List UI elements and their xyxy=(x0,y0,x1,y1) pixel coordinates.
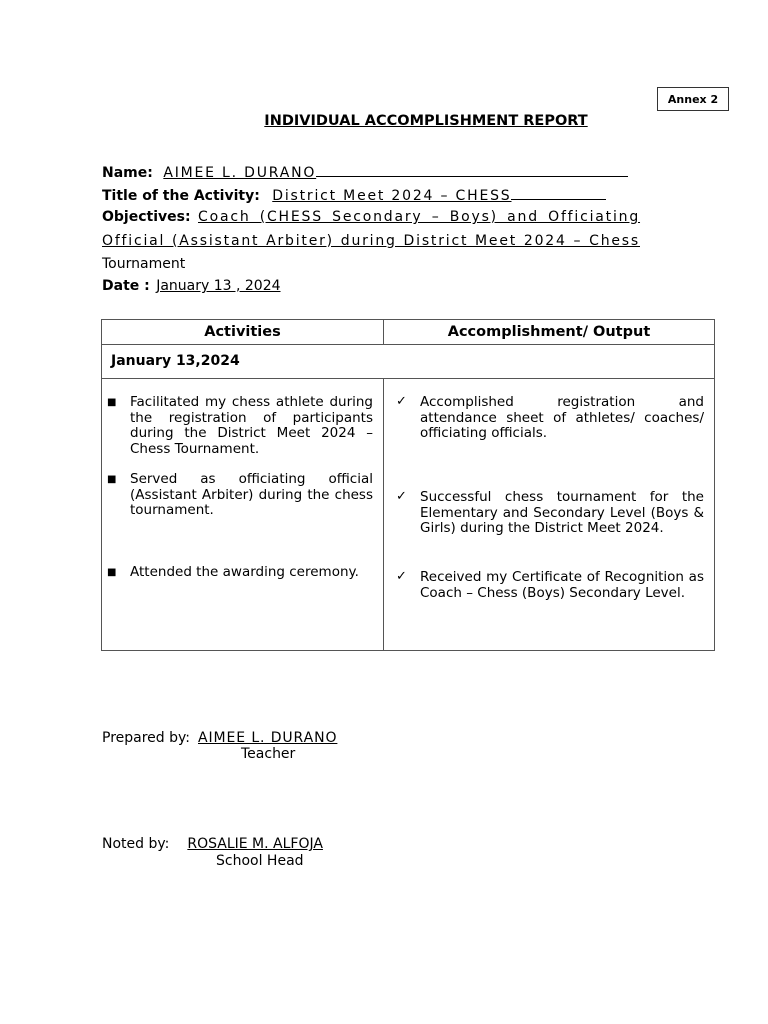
header-accomplishment: Accomplishment/ Output xyxy=(384,320,715,345)
table-date-row: January 13,2024 xyxy=(102,345,715,379)
output-item: Received my Certificate of Recognition as Coach – Chess (Boys) Secondary Level. xyxy=(420,569,704,601)
prepared-name: AIMEE L. DURANO xyxy=(198,730,338,746)
objectives-suffix: Tournament xyxy=(102,256,186,272)
prepared-role: Teacher xyxy=(241,746,296,762)
noted-role: School Head xyxy=(216,853,304,869)
objectives-field xyxy=(102,206,640,277)
annex-label: Annex 2 xyxy=(657,87,729,111)
date-value: January 13 , 2024 xyxy=(156,278,281,294)
objectives-label: Objectives: xyxy=(102,209,191,225)
bullet-icon: ■ xyxy=(107,474,117,485)
activity-item: Attended the awarding ceremony. xyxy=(130,564,359,580)
bullet-icon: ■ xyxy=(107,567,117,578)
report-title: INDIVIDUAL ACCOMPLISHMENT REPORT xyxy=(264,113,588,129)
output-item: Successful chess tournament for the Elementary and Secondary Level (Boys & Girls) during the District Meet 2024. xyxy=(420,489,704,536)
prepared-by xyxy=(102,730,337,746)
activity-label: Title of the Activity: xyxy=(102,188,260,204)
checkmark-icon: ✓ xyxy=(396,569,407,584)
activity-field xyxy=(102,185,606,204)
name-label: Name: xyxy=(102,165,153,181)
name-underline xyxy=(316,162,628,177)
objectives-value: Coach (CHESS Secondary – Boys) and Officiating Official (Assistant Arbiter) during District Meet 2024 – Chess xyxy=(102,209,641,249)
activity-item: Facilitated my chess athlete during the registration of participants during the District Meet 2024 – Chess Tournament. xyxy=(130,394,373,457)
activity-underline xyxy=(511,185,606,200)
noted-name: ROSALIE M. ALFOJA xyxy=(187,836,323,852)
bullet-icon: ■ xyxy=(107,397,117,408)
prepared-label: Prepared by: xyxy=(102,730,190,746)
header-activities: Activities xyxy=(102,320,384,345)
checkmark-icon: ✓ xyxy=(396,489,407,504)
date-field xyxy=(102,278,281,294)
checkmark-icon: ✓ xyxy=(396,394,407,409)
noted-label: Noted by: xyxy=(102,836,170,852)
output-item: Accomplished registration and attendance sheet of athletes/ coaches/ officiating officials. xyxy=(420,394,704,441)
activities-cell xyxy=(102,379,384,651)
name-field xyxy=(102,162,628,181)
activity-item: Served as officiating official (Assistant Arbiter) during the chess tournament. xyxy=(130,471,373,518)
accomplishment-table xyxy=(101,319,715,651)
date-label: Date : xyxy=(102,278,150,294)
activity-value: District Meet 2024 – CHESS xyxy=(272,188,512,204)
name-value: AIMEE L. DURANO xyxy=(163,165,317,181)
noted-by xyxy=(102,836,323,852)
outputs-cell xyxy=(384,379,715,651)
